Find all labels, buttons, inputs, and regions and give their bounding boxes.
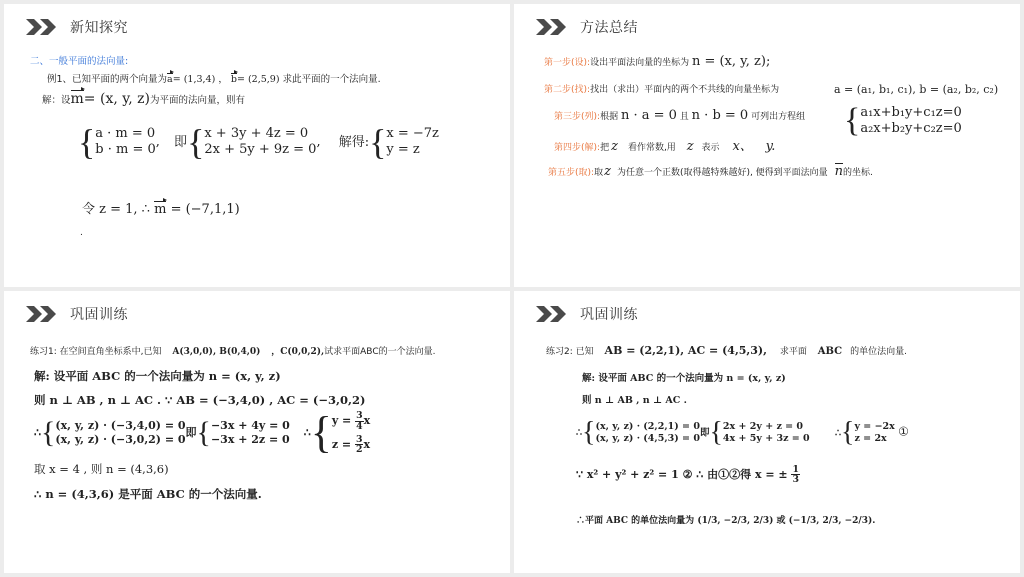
- solution-systems: ∴{ (x, y, z) · (−3,4,0) = 0 (x, y, z) · (−3,0,2) = 0 即{ −3x + 4y = 0 −3x + 2z = 0 ∴{ y = $\frac{3}{4}$ x z = $\frac{3}{2}$ x: [34, 408, 371, 457]
- therefore: ∴: [34, 426, 41, 439]
- solution-line-2: 则 n ⊥ AB , n ⊥ AC .: [582, 395, 687, 406]
- step2-text: 找出（求出）平面内的两个不共线的向量坐标为: [590, 85, 780, 95]
- sol-m-val: = (x, y, z): [83, 91, 151, 107]
- section-subtitle: 二、一般平面的法向量:: [30, 56, 129, 67]
- step3-system: { a₁x+b₁y+c₁z=0 a₂x+b₂y+c₂z=0: [844, 102, 962, 139]
- ex-points: A(3,0,0), B(0,4,0): [172, 347, 261, 357]
- slide-header: [536, 303, 638, 325]
- sys1-row1: (x, y, z) · (2,2,1) = 0: [595, 421, 700, 433]
- step1-text: 设出平面法向量的坐标为: [590, 58, 690, 68]
- sys3-row1-num: 3: [356, 410, 363, 422]
- line5-vector-1: (1/3, −2/3, 2/3): [697, 516, 774, 526]
- step5-text-a: 取: [594, 168, 604, 178]
- step3-text-b: 且: [679, 112, 689, 122]
- ex-label: 练习1:: [30, 347, 57, 357]
- step4-label: 第四步(解):: [554, 143, 601, 153]
- page-title: 方法总结: [580, 20, 638, 36]
- ex-point-c: ，C(0,0,2),: [271, 347, 325, 357]
- sys-row1: a₁x+b₁y+c₁z=0: [860, 104, 962, 120]
- let-pre: 令 z = 1, ∴: [82, 202, 150, 217]
- sys3-row1: y = −2x: [854, 421, 895, 433]
- slide-header: [26, 16, 128, 38]
- double-chevron-icon: [536, 17, 572, 37]
- sys1-row1: (x, y, z) · (−3,4,0) = 0: [55, 419, 186, 433]
- sep: ，: [218, 74, 228, 85]
- step4-text-a: 把: [600, 143, 610, 153]
- ex-post: 试求平面ABC的一个法向量.: [324, 347, 436, 357]
- exercise-line: [546, 344, 907, 357]
- slide-exercise-2: [514, 291, 1020, 573]
- sys3-row1-den: 4: [356, 420, 363, 432]
- sys3-row1-pre: y =: [331, 414, 352, 428]
- solution-line-1: 解: 设平面 ABC 的一个法向量为 n = (x, y, z): [34, 369, 281, 383]
- step5-label: 第五步(取):: [548, 168, 595, 178]
- step3-math-a: n · a = 0: [620, 108, 677, 123]
- system-3: [386, 126, 439, 159]
- solution-line-4: 取 x = 4 , 则 n = (4,3,6): [34, 462, 169, 476]
- example-pre: 例1、已知平面的两个向量为: [47, 74, 168, 85]
- step3-text-a: 根据: [600, 112, 619, 122]
- sys2-row1: 2x + 2y + z = 0: [722, 421, 804, 433]
- line4-num: 1: [792, 464, 799, 475]
- step1-math: n = (x, y, z);: [691, 54, 771, 69]
- slide-header: [26, 303, 128, 325]
- comma: ,: [316, 134, 321, 150]
- ex-abc: ABC: [817, 346, 843, 357]
- ex-text: 已知: [575, 347, 594, 357]
- step3-line: [554, 108, 805, 123]
- step4-y: y.: [765, 139, 776, 154]
- sol-m: m: [70, 91, 84, 107]
- ex-math: AB = (2,2,1), AC = (4,5,3),: [604, 344, 767, 357]
- double-chevron-icon: [26, 304, 62, 324]
- sys1-row2: (x, y, z) · (4,5,3) = 0: [595, 433, 700, 444]
- step5-z: z: [604, 164, 611, 179]
- therefore2: ∴: [303, 426, 311, 439]
- slide-new-knowledge: [4, 4, 510, 287]
- vec-b: b: [230, 74, 237, 85]
- double-chevron-icon: [536, 304, 572, 324]
- equation-systems: { a · m = 0 b · m = 0 , 即{ x + 3y + 4z = 0 2x + 5y + 9z = 0 , 解得:{ x = −7z y = z: [78, 122, 439, 162]
- ex-label: 练习2:: [546, 347, 573, 357]
- let-val: = (−7,1,1): [170, 202, 240, 217]
- step4-z: z: [611, 139, 618, 154]
- ji-label: 即: [174, 134, 188, 150]
- vec-a: a: [167, 74, 173, 85]
- step5-n: n: [834, 164, 843, 179]
- vec-b-val: = (2,5,9): [236, 74, 280, 85]
- sys2-row2: 4x + 5y + 3z = 0: [722, 433, 810, 444]
- line4-den: 3: [792, 474, 799, 486]
- ex-mid: 求平面: [779, 347, 807, 357]
- sys3-row1-post: x: [363, 414, 371, 428]
- line5-vector-2: (−1/3, 2/3, −2/3).: [788, 516, 876, 526]
- page-title: 巩固训练: [70, 307, 128, 323]
- step4-line: [554, 135, 775, 154]
- step5-text-b: 为任意一个正数(取得越特殊越好), 便得到平面法向量: [616, 168, 828, 178]
- step4-text-c: 表示: [701, 143, 720, 153]
- ex-post: 的单位法向量.: [850, 347, 907, 357]
- ji-label: 即: [185, 426, 197, 439]
- slide-header: [536, 16, 638, 38]
- let-line: [82, 198, 240, 217]
- solution-line-2: 则 n ⊥ AB , n ⊥ AC . ∵ AB = (−3,4,0) , AC = (−3,0,2): [34, 393, 366, 407]
- solution-line-1: 解: 设平面 ABC 的一个法向量为 n = (x, y, z): [582, 373, 786, 384]
- double-chevron-icon: [26, 17, 62, 37]
- therefore: ∴: [576, 427, 583, 439]
- step4-text-b: 看作常数,用: [627, 143, 676, 153]
- sys1-row2: b · m = 0: [95, 142, 156, 157]
- exercise-line: [30, 344, 435, 357]
- sys3-row2-den: 2: [355, 444, 363, 456]
- circle-1: ①: [898, 424, 909, 439]
- sol-post: 为平面的法向量，则有: [150, 95, 246, 106]
- sys3-row2: z = 2x: [854, 433, 887, 444]
- example-line: [47, 71, 381, 85]
- step4-z2: z: [686, 139, 694, 154]
- comma: ,: [155, 134, 160, 150]
- sys3-row1: x = −7z: [386, 125, 439, 141]
- therefore2: ∴: [834, 427, 842, 439]
- system-2: [204, 126, 316, 159]
- sys2-row2: −3x + 2z = 0: [210, 433, 290, 446]
- ji-label: 即: [699, 427, 710, 439]
- sys3-row2-post: x: [363, 437, 371, 451]
- vec-a-val: = (1,3,4): [172, 74, 216, 85]
- step5-line: [548, 164, 873, 179]
- sys2-row2: 2x + 5y + 9z = 0: [204, 142, 317, 157]
- solution-systems: ∴{ (x, y, z) · (2,2,1) = 0 (x, y, z) · (4,5,3) = 0 即{ 2x + 2y + z = 0 4x + 5y + 3z = 0 ∴{ y = −2x z = 2x ①: [576, 417, 909, 448]
- step3-math-b: n · b = 0: [691, 108, 749, 123]
- step3-label: 第三步(列):: [554, 112, 601, 122]
- solution-line-5: ∴ n = (4,3,6) 是平面 ABC 的一个法向量.: [34, 487, 262, 501]
- step2-label: 第二步(找):: [544, 85, 591, 95]
- jiede-label: 解得:: [338, 134, 370, 150]
- sys2-row1: −3x + 4y = 0: [210, 419, 290, 433]
- slide-method-summary: [514, 4, 1020, 287]
- step1-label: 第一步(设):: [544, 58, 591, 68]
- step2-line: [544, 82, 779, 95]
- example-post: 求此平面的一个法向量.: [282, 74, 381, 85]
- sys2-row1: x + 3y + 4z = 0: [204, 125, 309, 141]
- step2-math: a = (a₁, b₁, c₁), b = (a₂, b₂, c₂): [834, 83, 999, 96]
- sys3-row2-num: 3: [355, 434, 363, 445]
- step5-text-c: 的坐标.: [842, 168, 873, 178]
- line4-pre: ∵ x² + y² + z² = 1 ② ∴ 由①②得 x = ±: [576, 467, 788, 481]
- sol-pre: 解：设: [42, 95, 71, 106]
- page-title: 巩固训练: [580, 307, 638, 323]
- trailing-dot: .: [80, 228, 83, 238]
- sys-row2: a₂x+b₂y+c₂z=0: [860, 121, 962, 136]
- sys1-row2: (x, y, z) · (−3,0,2) = 0: [55, 433, 186, 446]
- line5-or: 或: [776, 516, 786, 526]
- sys3-row2: y = z: [386, 142, 420, 157]
- sys1-row1: a · m = 0: [95, 125, 156, 141]
- step4-x: x、: [732, 139, 753, 154]
- slide-exercise-1: [4, 291, 510, 573]
- system-1: [95, 126, 155, 159]
- step3-text-c: 可列出方程组: [751, 112, 806, 122]
- page-title: 新知探究: [70, 20, 128, 36]
- ex-text: 在空间直角坐标系中,已知: [59, 347, 162, 357]
- step1-line: [544, 54, 770, 69]
- solution-line-4: [576, 465, 800, 485]
- sys3-row2-pre: z =: [331, 437, 352, 451]
- solution-line-5: [576, 513, 875, 526]
- line5-pre: ∴平面 ABC 的单位法向量为: [576, 516, 695, 526]
- solution-line: [42, 91, 245, 107]
- let-m: m: [154, 202, 167, 217]
